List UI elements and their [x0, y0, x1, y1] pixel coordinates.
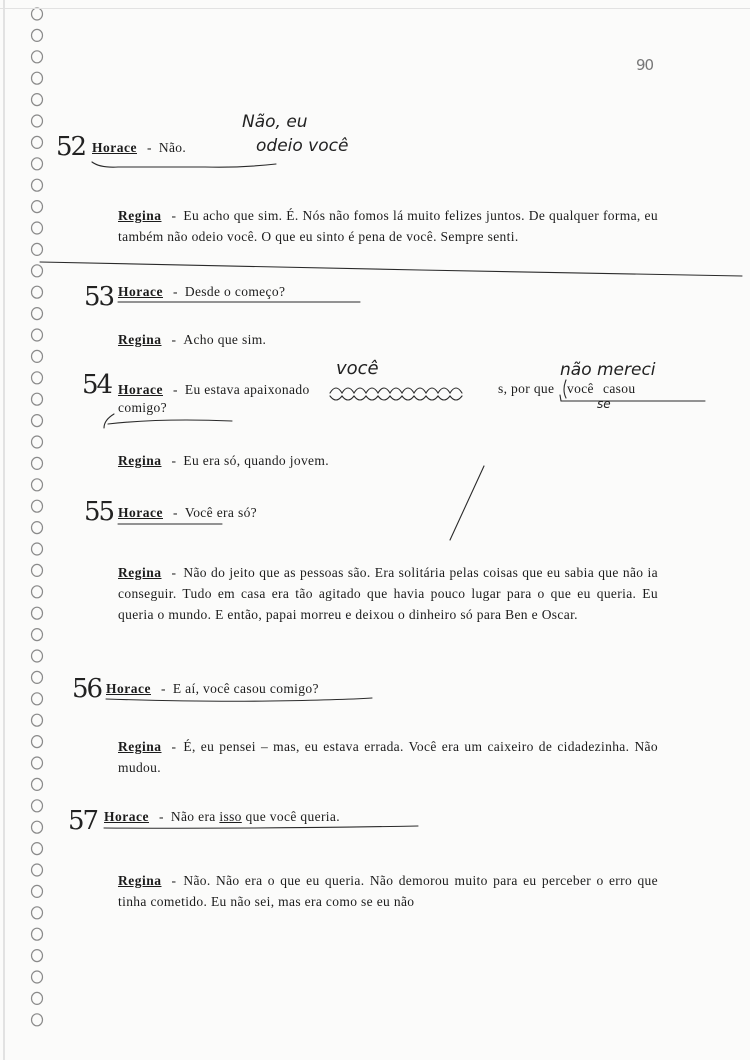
dash: -	[171, 565, 177, 580]
line-text: Eu era só, quando jovem.	[183, 453, 329, 468]
speaker-horace: Horace	[118, 505, 163, 520]
binder-hole	[32, 543, 43, 555]
line-text: que você queria.	[245, 809, 340, 824]
binder-hole	[32, 115, 43, 127]
dialogue-line-52-regina	[118, 205, 658, 247]
annotation-number-55: 55	[84, 497, 114, 527]
dialogue-line-54-horace-b: s, por que	[498, 381, 555, 396]
speaker-horace: Horace	[92, 140, 137, 155]
dash: -	[158, 809, 164, 824]
handwritten-correction-inline: odeio você	[256, 136, 349, 156]
speaker-regina: Regina	[118, 332, 162, 347]
dash: -	[160, 681, 166, 696]
handwritten-correction-top: Não, eu	[242, 112, 308, 132]
binder-hole	[32, 586, 43, 598]
annotation-number-54: 54	[82, 370, 112, 400]
speaker-horace: Horace	[118, 284, 163, 299]
annotation-number-53: 53	[84, 282, 114, 312]
line-text: Não.	[158, 140, 187, 155]
binder-hole	[32, 179, 43, 191]
binder-hole	[32, 736, 43, 748]
binder-hole	[32, 136, 43, 148]
underlined-word: isso	[219, 809, 242, 824]
binder-hole	[32, 778, 43, 790]
binder-hole	[32, 350, 43, 362]
binder-hole	[32, 950, 43, 962]
binder-hole	[32, 158, 43, 170]
page-number: 90	[636, 56, 654, 74]
binder-hole	[32, 8, 43, 20]
dash: -	[171, 332, 177, 347]
dialogue-line-56-horace	[106, 681, 319, 697]
binder-hole	[32, 372, 43, 384]
binder-hole	[32, 222, 43, 234]
speaker-horace: Horace	[104, 809, 149, 824]
binder-hole	[32, 51, 43, 63]
annotation-number-56: 56	[72, 674, 102, 704]
binder-hole	[32, 72, 43, 84]
dash: -	[172, 505, 178, 520]
binder-hole	[32, 286, 43, 298]
binder-hole	[32, 1014, 43, 1026]
dialogue-line-54-regina	[118, 453, 329, 469]
speaker-regina: Regina	[118, 208, 162, 223]
speaker-regina: Regina	[118, 565, 162, 580]
speaker-regina: Regina	[118, 453, 162, 468]
handwritten-correction-voce: você	[336, 358, 379, 379]
binder-hole	[32, 393, 43, 405]
dash: -	[171, 453, 177, 468]
dialogue-line-53-regina	[118, 332, 266, 348]
line-text: Eu acho que sim. É. Nós não fomos lá muito felizes juntos. De qualquer forma, eu também não odeio você. O que eu sinto é pena de você. Sempre senti.	[118, 208, 658, 244]
line-text: Você era só?	[184, 505, 258, 520]
line-text: Eu estava apaixonado	[184, 382, 310, 397]
dialogue-line-55-regina	[118, 562, 658, 625]
dialogue-line-54-horace-c: você	[567, 381, 594, 396]
speaker-regina: Regina	[118, 739, 162, 754]
binder-hole	[32, 650, 43, 662]
binder-hole	[32, 479, 43, 491]
dialogue-line-57-regina	[118, 870, 658, 912]
binder-hole	[32, 843, 43, 855]
handwritten-correction-below: se	[597, 397, 611, 411]
binder-hole	[32, 243, 43, 255]
line-text: E aí, você casou comigo?	[172, 681, 319, 696]
binder-hole	[32, 500, 43, 512]
dash: -	[171, 873, 177, 888]
dialogue-line-54-horace-e: comigo?	[118, 400, 167, 415]
binder-hole	[32, 415, 43, 427]
binder-hole	[32, 436, 43, 448]
binder-hole	[32, 94, 43, 106]
handwritten-correction-right: não mereci	[560, 360, 656, 380]
binder-hole	[32, 714, 43, 726]
binder-hole	[32, 457, 43, 469]
line-text: Não era	[170, 809, 216, 824]
dialogue-line-54-horace-a	[118, 382, 310, 398]
binder-hole	[32, 308, 43, 320]
binder-hole	[32, 757, 43, 769]
speaker-horace: Horace	[106, 681, 151, 696]
binder-hole	[32, 885, 43, 897]
annotation-number-52: 52	[56, 132, 86, 162]
dash: -	[172, 382, 178, 397]
dash: -	[171, 739, 177, 754]
binder-hole	[32, 201, 43, 213]
binder-hole	[32, 693, 43, 705]
line-text: Não do jeito que as pessoas são. Era solitária pelas coisas que eu sabia que não ia conseguir. Tudo em casa era tão agitado que havia pouco lugar para o que eu queria. Eu queria o mundo. E então, papai morreu e deixou o dinheiro só para Ben e Oscar.	[118, 565, 658, 622]
dialogue-line-55-horace	[118, 505, 257, 521]
binder-hole	[32, 992, 43, 1004]
line-text: Acho que sim.	[183, 332, 267, 347]
scan-top-edge	[0, 8, 750, 9]
binder-hole	[32, 800, 43, 812]
binder-hole	[32, 928, 43, 940]
dash: -	[171, 208, 177, 223]
speaker-horace: Horace	[118, 382, 163, 397]
speaker-regina: Regina	[118, 873, 162, 888]
dialogue-line-54-horace-d: casou	[603, 381, 636, 396]
binder-hole	[32, 864, 43, 876]
binder-hole	[32, 607, 43, 619]
binder-hole	[32, 821, 43, 833]
binder-hole	[32, 671, 43, 683]
binder-hole	[32, 564, 43, 576]
line-text: Não. Não era o que eu queria. Não demorou muito para eu perceber o erro que tinha cometido. Eu não sei, mas era como se eu não	[118, 873, 658, 909]
annotation-number-57: 57	[68, 806, 98, 836]
dash: -	[146, 140, 152, 155]
line-text: Desde o começo?	[184, 284, 286, 299]
dialogue-line-53-horace	[118, 284, 285, 300]
dialogue-line-56-regina	[118, 736, 658, 778]
binder-hole	[32, 29, 43, 41]
binder-hole	[32, 329, 43, 341]
binder-hole	[32, 265, 43, 277]
dialogue-line-57-horace	[104, 809, 340, 825]
dash: -	[172, 284, 178, 299]
binder-hole	[32, 522, 43, 534]
binder-hole	[32, 971, 43, 983]
dialogue-line-52-horace	[92, 140, 186, 156]
line-text: É, eu pensei – mas, eu estava errada. Você era um caixeiro de cidadezinha. Não mudou.	[118, 739, 658, 775]
binder-hole	[32, 907, 43, 919]
binder-hole	[32, 629, 43, 641]
